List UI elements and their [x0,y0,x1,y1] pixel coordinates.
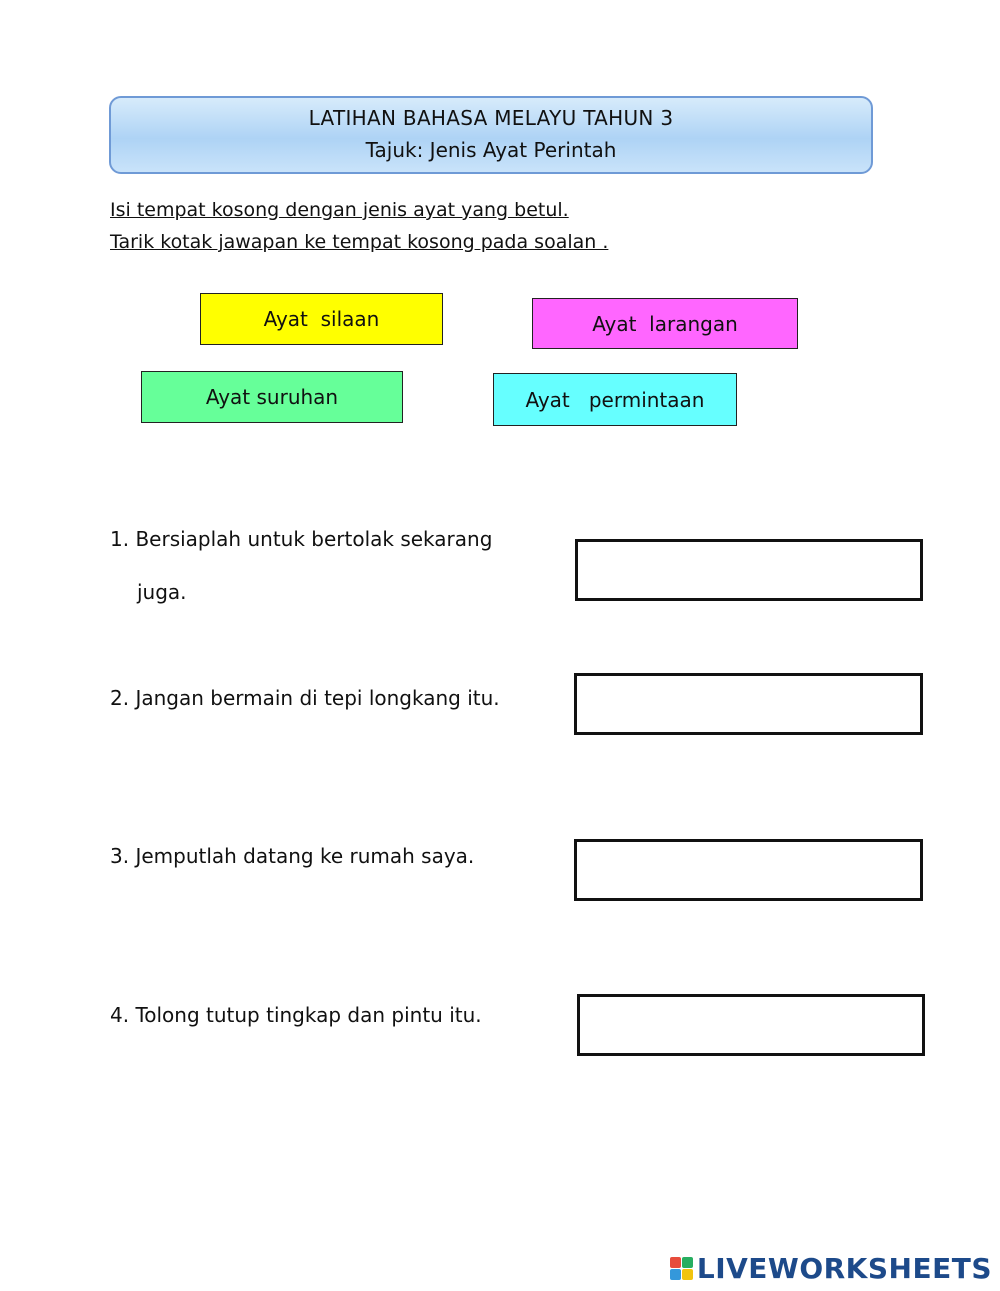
logo-square-2 [682,1257,693,1268]
instruction-line-1: Isi tempat kosong dengan jenis ayat yang betul. [110,199,569,221]
brand-name: LIVEWORKSHEETS [696,1252,992,1285]
question-3-text: 3. Jemputlah datang ke rumah saya. [110,844,475,868]
answer-drop-box-3[interactable] [574,839,923,901]
answer-chip-silaan[interactable]: Ayat silaan [200,293,443,345]
header-banner [109,96,873,174]
answer-drop-box-1[interactable] [575,539,923,601]
logo-square-1 [670,1257,681,1268]
answer-chip-suruhan[interactable]: Ayat suruhan [141,371,403,423]
answer-chip-permintaan[interactable]: Ayat permintaan [493,373,737,426]
instruction-line-2: Tarik kotak jawapan ke tempat kosong pada soalan . [110,231,609,253]
logo-square-4 [682,1269,693,1280]
question-1-text: 1. Bersiaplah untuk bertolak sekarang [110,527,493,551]
worksheet-title: LATIHAN BAHASA MELAYU TAHUN 3 [308,106,674,130]
question-1-continuation: juga. [137,580,187,604]
liveworksheets-brand[interactable] [670,1252,992,1285]
question-2-text: 2. Jangan bermain di tepi longkang itu. [110,686,500,710]
question-4-text: 4. Tolong tutup tingkap dan pintu itu. [110,1003,482,1027]
worksheet-subtitle: Tajuk: Jenis Ayat Perintah [365,138,617,162]
answer-drop-box-4[interactable] [577,994,925,1056]
logo-square-3 [670,1269,681,1280]
answer-chip-larangan[interactable]: Ayat larangan [532,298,798,349]
answer-drop-box-2[interactable] [574,673,923,735]
liveworksheets-logo-icon [670,1257,693,1280]
